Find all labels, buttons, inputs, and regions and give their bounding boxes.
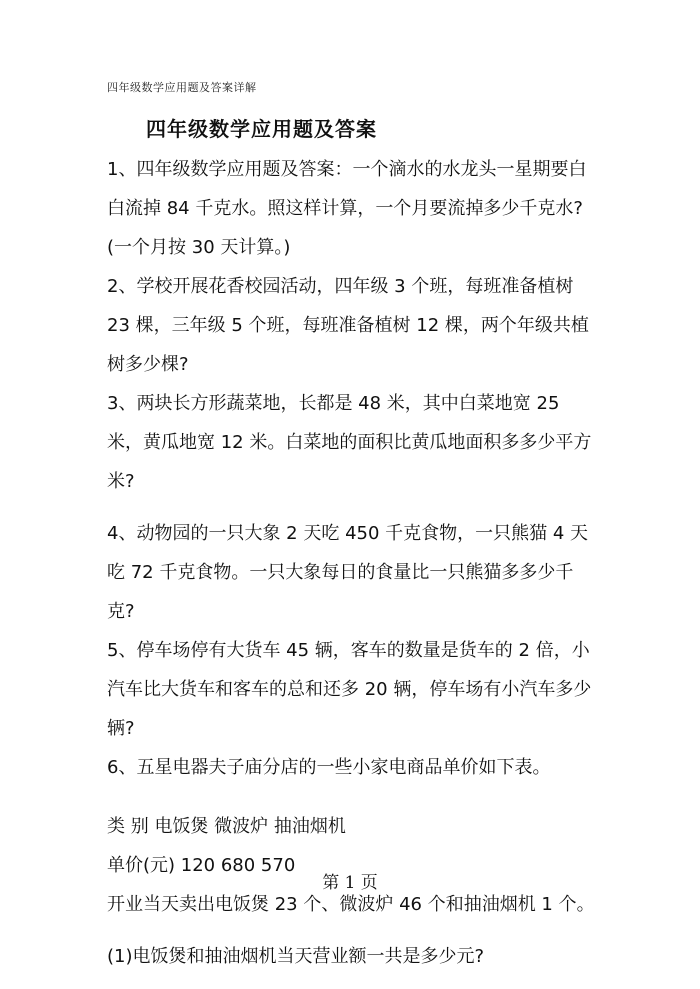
sub-question-1: (1)电饭煲和抽油烟机当天营业额一共是多少元?: [107, 946, 485, 967]
question-5: 5、停车场停有大货车 45 辆，客车的数量是货车的 2 倍，小汽车比大货车和客车的总和还多 20 辆，停车场有小汽车多少辆?: [107, 640, 592, 739]
question-1: 1、四年级数学应用题及答案：一个滴水的水龙头一星期要白白流掉 84 千克水。照这样计算，一个月要流掉多少千克水?(一个月按 30 天计算。): [107, 159, 587, 258]
price-table-value-row: 单价(元) 120 680 570: [107, 855, 296, 876]
sales-statement: 开业当天卖出电饭煲 23 个、微波炉 46 个和抽油烟机 1 个。: [107, 894, 595, 915]
question-2: 2、学校开展花香校园活动，四年级 3 个班，每班准备植树 23 棵，三年级 5 个班，每班准备植树 12 棵，两个年级共植树多少棵?: [107, 276, 589, 375]
question-3: 3、两块长方形蔬菜地，长都是 48 米，其中白菜地宽 25 米，黄瓜地宽 12 米。白菜地的面积比黄瓜地面积多多少平方米?: [107, 393, 592, 492]
question-4: 4、动物园的一只大象 2 天吃 450 千克食物，一只熊猫 4 天吃 72 千克食物。一只大象每日的食量比一只熊猫多多少千克?: [107, 523, 589, 622]
running-header: 四年级数学应用题及答案详解: [107, 81, 257, 94]
page-title: 四年级数学应用题及答案: [146, 117, 377, 141]
page-number: 第 1 页: [322, 873, 378, 893]
price-table-header-row: 类 别 电饭煲 微波炉 抽油烟机: [107, 816, 346, 837]
question-6: 6、五星电器夫子庙分店的一些小家电商品单价如下表。: [107, 757, 551, 778]
question-list: [107, 150, 597, 976]
